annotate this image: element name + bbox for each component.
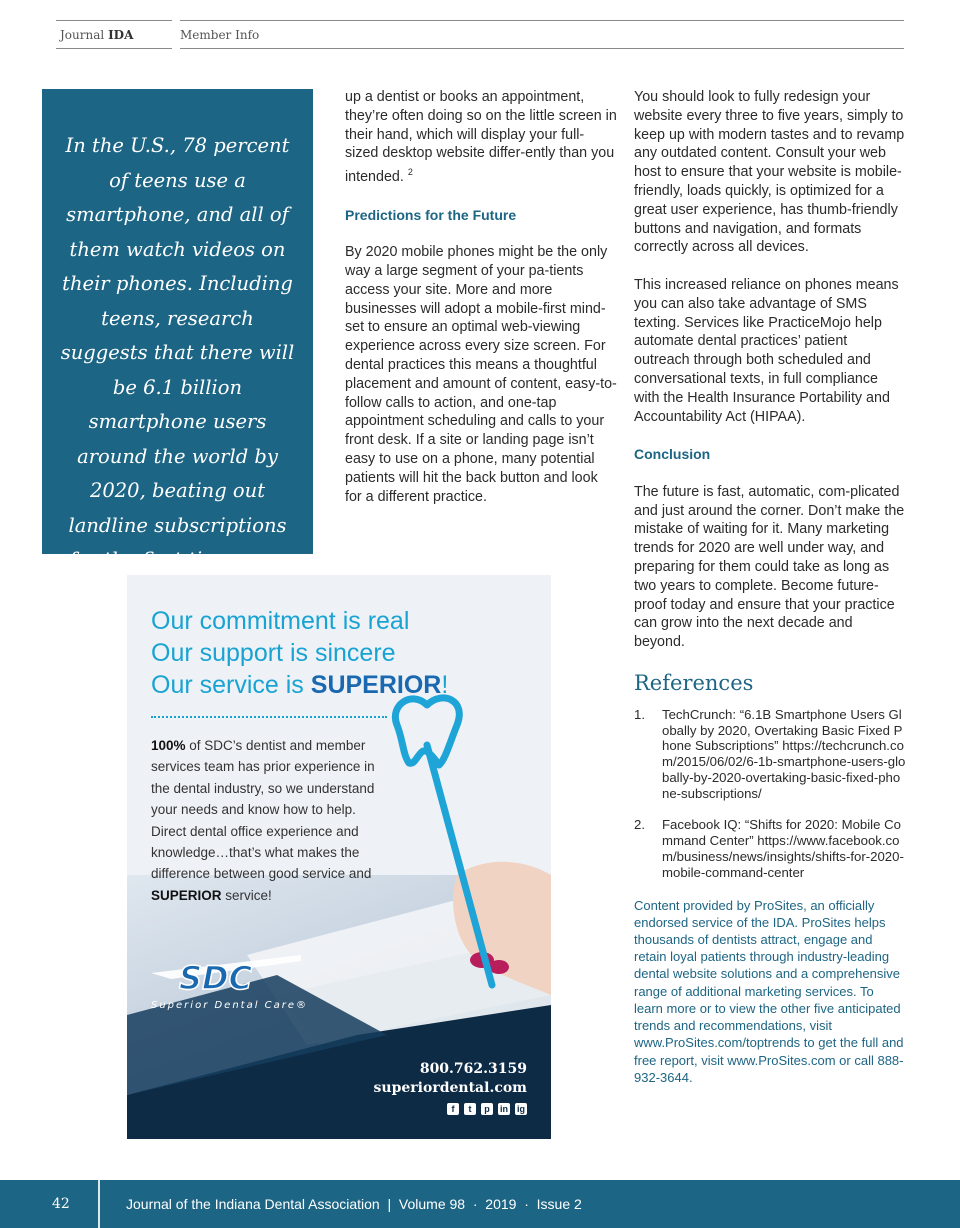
body-paragraph: The future is fast, automatic, com-plicated and just around the corner. Don’t make the mistake of waiting for it. Many marketing trends for 2020 are well under way, and preparing for them could take as long as two years to complete. Become future-proof today and ensure that your practice can grow into the next decade and beyond. [634, 483, 905, 651]
svg-text:SDC: SDC [179, 959, 253, 997]
header-rule [56, 20, 172, 21]
social-icons [447, 1103, 527, 1115]
header-rule [56, 48, 172, 49]
references-title: References [634, 670, 754, 695]
pull-quote-box [42, 89, 313, 571]
intro-paragraph: up a dentist or books an appointment, they’re often doing so on the little screen in their hand, which will display your full-sized desktop website differ-ently than you intended. $^2$ [345, 89, 617, 185]
ad-headline: Our commitment is real Our support is sincere Our service is SUPERIOR! [151, 607, 449, 699]
journal-label: Journal IDA [60, 28, 134, 42]
pull-quote-text: In the U.S., 78 percent of teens use a smartphone, and all of them watch videos on their phones. Including teens, research suggests that there will be 6.1 billion smartphone users around the world by 2020, beating out landline subscriptions for the first time ever. [60, 134, 295, 571]
page-number: 42 [52, 1196, 70, 1212]
footer-divider [98, 1180, 100, 1228]
ad-contact [374, 1060, 527, 1098]
ad-phone[interactable]: 800.762.3159 [419, 1061, 527, 1077]
subhead-predictions: Predictions for the Future [345, 206, 517, 223]
ad-dotted-divider [151, 716, 387, 718]
sdc-logo [151, 955, 321, 1020]
body-paragraph: By 2020 mobile phones might be the only way a large segment of your pa-tients access your site. More and more businesses will adopt a mobile-first mind-set to ensure an optimal web-viewing experience across every size screen. For dental practices this means a thoughtful placement and amount of content, easy-to-follow calls to action, and one-tap appointment scheduling and calls to your front desk. If a site or landing page isn’t easy to use on a phone, many potential patients will hit the back button and look for a different practice. [345, 244, 617, 505]
body-paragraph: You should look to fully redesign your website every three to five years, simply to keep up with modern tastes and to revamp any outdated content. Consult your web host to ensure that your website is mobile-friendly, loads quickly, is optimized for a great user experience, has thumb-friendly buttons and navigation, and formats correctly across all devices. [634, 89, 905, 256]
svg-text:Superior Dental Care®: Superior Dental Care® [151, 1000, 309, 1011]
article-column-2 [634, 88, 906, 1105]
twitter-icon[interactable]: t [464, 1103, 476, 1115]
content-credit: Content provided by ProSites, an officially endorsed service of the IDA. ProSites helps thousands of dentists attract, engage and retain loyal patients through industry-leading dental website solutions and a comprehensive range of additional marketing services. To learn more or to view the other five anticipated trends and recommendations, visit www.ProSites.com/toptrends to get the full and free report, visit www.ProSites.com or call 888-932-3644. [634, 897, 904, 1085]
reference-item: 2. Facebook IQ: “Shifts for 2020: Mobile Command Center” https://www.facebook.com/business/news/insights/shifts-for-2020-mobile-command-center [634, 817, 904, 880]
page-footer [0, 1180, 960, 1228]
reference-item: 1. TechCrunch: “6.1B Smartphone Users Globally by 2020, Overtaking Basic Fixed Phone Subscriptions” https://techcrunch.com/2015/06/02/6-1b-smartphone-users-globally-by-2020-overtaking-basic-fixed-phone-subscriptions/ [634, 706, 906, 801]
header-rule [180, 48, 904, 49]
ad-website[interactable]: superiordental.com [373, 1080, 527, 1096]
instagram-icon[interactable]: ig [517, 1104, 525, 1114]
facebook-icon[interactable]: f [447, 1103, 459, 1115]
body-paragraph: This increased reliance on phones means you can also take advantage of SMS texting. Services like PracticeMojo help automate dental practices’ patient outreach through both scheduled and conversational texts, in full compliance with the Health Insurance Portability and Accountability Act (HIPAA). [634, 276, 899, 425]
references-list [634, 707, 906, 881]
header-rule [180, 20, 904, 21]
pinterest-icon[interactable]: p [481, 1103, 493, 1115]
subhead-conclusion: Conclusion [634, 446, 711, 463]
sdc-advertisement[interactable] [127, 575, 551, 1139]
article-column-1 [345, 88, 617, 525]
ad-body-text: 100% of SDC’s dentist and member services team has prior experience in the dental industry, so we understand your needs and know how to help. Direct dental office experience and knowledge…that’s what makes the difference between good service and SUPERIOR service! [151, 738, 375, 903]
footer-journal-text: Journal of the Indiana Dental Association | Volume 98 · 2019 · Issue 2 [126, 1196, 582, 1212]
section-label: Member Info [180, 28, 260, 42]
linkedin-icon[interactable]: in [500, 1104, 508, 1114]
